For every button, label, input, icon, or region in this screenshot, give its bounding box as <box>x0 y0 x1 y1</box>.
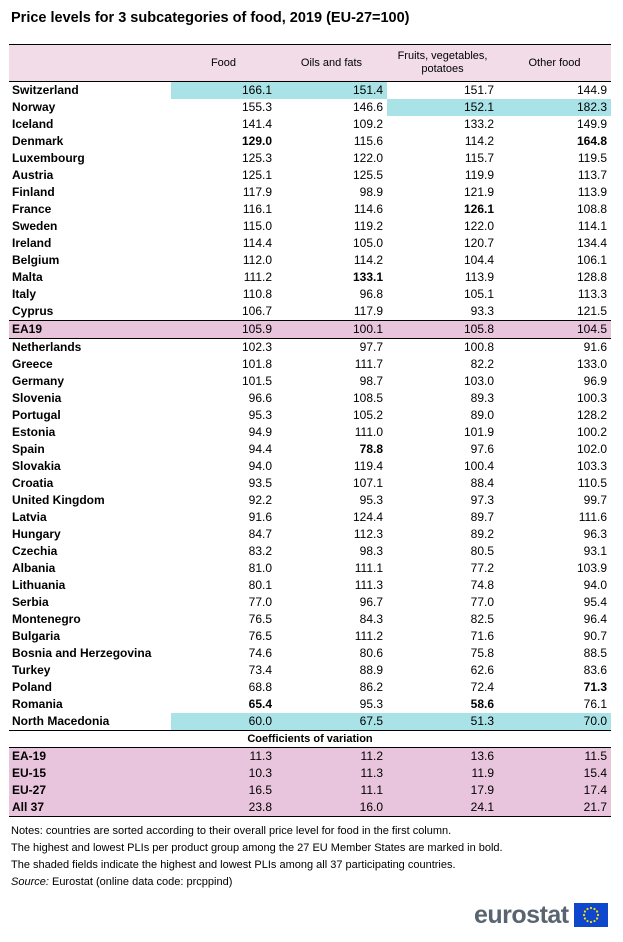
value-cell-oils-fats: 111.7 <box>354 357 383 371</box>
value-cell-food: 112.0 <box>242 253 272 267</box>
table-row-hungary <box>9 526 611 543</box>
value-cell-other-food: 83.6 <box>583 663 607 677</box>
table-row-malta <box>9 269 611 286</box>
value-cell-oils-fats: 96.8 <box>359 287 383 301</box>
cv-value-fruits-vegetables: 24.1 <box>387 799 498 817</box>
country-name: Denmark <box>12 134 64 148</box>
value-cell-food: 84.7 <box>248 527 272 541</box>
table-row-portugal <box>9 407 611 424</box>
value-cell-oils-fats: 88.9 <box>359 663 383 677</box>
value-cell-oils-fats: 111.0 <box>354 425 383 439</box>
value-cell-other-food: 100.3 <box>576 391 607 405</box>
cv-value-oils-fats: 16.0 <box>276 799 387 817</box>
table-row-netherlands <box>9 339 611 357</box>
cv-value-other-food: 21.7 <box>498 799 611 817</box>
cv-value-food: 10.3 <box>171 765 276 782</box>
country-name: Romania <box>12 697 63 711</box>
value-cell-fruits-vegetables: 80.5 <box>470 544 494 558</box>
flag-star <box>583 914 585 916</box>
value-cell-food: 125.3 <box>241 151 272 165</box>
header-food: Food <box>171 45 276 82</box>
table-row-poland <box>9 679 611 696</box>
value-cell-fruits-vegetables: 93.3 <box>470 304 494 318</box>
cv-value-other-food: 11.5 <box>498 748 611 766</box>
value-cell-other-food: 119.5 <box>577 151 607 165</box>
country-name: Spain <box>12 442 45 456</box>
value-cell-oils-fats: 78.8 <box>359 442 383 456</box>
table-row-greece <box>9 356 611 373</box>
country-name: Lithuania <box>12 578 66 592</box>
value-cell-food: 60.0 <box>171 713 276 731</box>
flag-background <box>574 903 608 927</box>
value-cell-other-food: 91.6 <box>583 340 607 354</box>
value-cell-other-food: 110.5 <box>577 476 607 490</box>
flag-star <box>586 908 588 910</box>
value-cell-oils-fats: 84.3 <box>359 612 383 626</box>
value-cell-other-food: 113.3 <box>577 287 607 301</box>
value-cell-oils-fats: 146.6 <box>352 100 383 114</box>
value-cell-fruits-vegetables: 89.0 <box>470 408 494 422</box>
value-cell-food: 77.0 <box>248 595 272 609</box>
value-cell-oils-fats: 111.2 <box>354 629 383 643</box>
flag-star <box>590 907 592 909</box>
value-cell-fruits-vegetables: 114.2 <box>464 134 494 148</box>
table-row-serbia <box>9 594 611 611</box>
country-name: Austria <box>12 168 54 182</box>
value-cell-oils-fats: 115.6 <box>353 134 383 148</box>
cv-row-ea-19 <box>9 748 611 766</box>
country-name: EA19 <box>9 321 171 339</box>
source-label: Source: <box>11 876 49 888</box>
value-cell-food: 101.8 <box>241 357 272 371</box>
value-cell-fruits-vegetables: 121.9 <box>463 185 494 199</box>
value-cell-oils-fats: 125.5 <box>352 168 383 182</box>
value-cell-food: 68.8 <box>248 680 272 694</box>
value-cell-fruits-vegetables: 105.8 <box>387 321 498 339</box>
cv-group-name: All 37 <box>9 799 171 817</box>
cv-value-fruits-vegetables: 17.9 <box>387 782 498 799</box>
value-cell-oils-fats: 111.3 <box>354 578 383 592</box>
value-cell-oils-fats: 80.6 <box>359 646 383 660</box>
value-cell-fruits-vegetables: 100.4 <box>463 459 494 473</box>
value-cell-fruits-vegetables: 151.7 <box>463 83 494 97</box>
value-cell-fruits-vegetables: 75.8 <box>470 646 494 660</box>
value-cell-other-food: 96.4 <box>583 612 607 626</box>
value-cell-other-food: 76.1 <box>583 697 607 711</box>
country-name: Sweden <box>12 219 58 233</box>
value-cell-other-food: 96.9 <box>583 374 607 388</box>
country-name: Estonia <box>12 425 56 439</box>
value-cell-food: 125.1 <box>241 168 272 182</box>
notes <box>11 823 503 891</box>
flag-star <box>596 910 598 912</box>
value-cell-fruits-vegetables: 104.4 <box>463 253 494 267</box>
cv-group-name: EU-27 <box>9 782 171 799</box>
value-cell-fruits-vegetables: 72.4 <box>470 680 494 694</box>
value-cell-food: 114.4 <box>242 236 272 250</box>
table-row-croatia <box>9 475 611 492</box>
country-name: Germany <box>12 374 65 388</box>
country-name: Norway <box>12 100 56 114</box>
cv-value-oils-fats: 11.2 <box>276 748 387 766</box>
table-row-bulgaria <box>9 628 611 645</box>
table-row-switzerland <box>9 82 611 100</box>
value-cell-food: 76.5 <box>248 612 272 626</box>
header-fruits-vegetables: Fruits, vegetables, potatoes <box>387 45 498 82</box>
value-cell-oils-fats: 108.5 <box>352 391 383 405</box>
value-cell-oils-fats: 98.3 <box>359 544 383 558</box>
value-cell-oils-fats: 86.2 <box>359 680 383 694</box>
value-cell-fruits-vegetables: 82.2 <box>470 357 494 371</box>
country-name: Hungary <box>12 527 61 541</box>
table-row-finland <box>9 184 611 201</box>
value-cell-food: 93.5 <box>248 476 272 490</box>
country-name: Switzerland <box>12 83 79 97</box>
value-cell-fruits-vegetables: 105.1 <box>463 287 494 301</box>
value-cell-other-food: 95.4 <box>583 595 607 609</box>
source-text: Eurostat (online data code: prcppind) <box>48 876 233 888</box>
country-name: Malta <box>12 270 43 284</box>
value-cell-fruits-vegetables: 58.6 <box>470 697 494 711</box>
flag-star <box>597 914 599 916</box>
value-cell-oils-fats: 114.2 <box>353 253 383 267</box>
table-row-ea19 <box>9 321 611 339</box>
value-cell-oils-fats: 107.1 <box>352 476 383 490</box>
country-name: North Macedonia <box>9 713 171 731</box>
table-row-czechia <box>9 543 611 560</box>
source-line <box>11 874 503 891</box>
value-cell-oils-fats: 119.2 <box>353 219 383 233</box>
value-cell-oils-fats: 122.0 <box>352 151 383 165</box>
country-name: Netherlands <box>12 340 82 354</box>
value-cell-oils-fats: 151.4 <box>276 82 387 100</box>
value-cell-oils-fats: 67.5 <box>276 713 387 731</box>
value-cell-food: 80.1 <box>248 578 272 592</box>
value-cell-food: 110.8 <box>242 287 272 301</box>
value-cell-fruits-vegetables: 77.0 <box>470 595 494 609</box>
table-row-luxembourg <box>9 150 611 167</box>
table-row-bosnia-and-herzegovina <box>9 645 611 662</box>
header-country <box>9 45 171 82</box>
country-name: France <box>12 202 52 216</box>
value-cell-oils-fats: 109.2 <box>352 117 383 131</box>
value-cell-other-food: 94.0 <box>583 578 607 592</box>
value-cell-oils-fats: 98.7 <box>359 374 383 388</box>
table-row-ireland <box>9 235 611 252</box>
value-cell-food: 129.0 <box>241 134 272 148</box>
eurostat-logo <box>474 901 608 929</box>
country-name: Belgium <box>12 253 60 267</box>
value-cell-fruits-vegetables: 152.1 <box>387 99 498 116</box>
value-cell-food: 91.6 <box>248 510 272 524</box>
value-cell-food: 81.0 <box>248 561 272 575</box>
cv-value-oils-fats: 11.3 <box>276 765 387 782</box>
flag-star <box>590 921 592 923</box>
flag-star <box>596 917 598 919</box>
value-cell-other-food: 96.3 <box>583 527 607 541</box>
value-cell-oils-fats: 117.9 <box>353 304 383 318</box>
cv-row-all-37 <box>9 799 611 817</box>
value-cell-other-food: 103.9 <box>576 561 607 575</box>
cv-heading-row <box>9 731 611 748</box>
value-cell-other-food: 106.1 <box>576 253 607 267</box>
value-cell-other-food: 100.2 <box>576 425 607 439</box>
value-cell-oils-fats: 95.3 <box>359 493 383 507</box>
flag-star <box>583 917 585 919</box>
country-name: Slovenia <box>12 391 62 405</box>
country-name: Bosnia and Herzegovina <box>12 646 152 660</box>
cv-value-food: 23.8 <box>171 799 276 817</box>
value-cell-food: 94.9 <box>248 425 272 439</box>
table-row-cyprus <box>9 303 611 321</box>
value-cell-food: 166.1 <box>171 82 276 100</box>
value-cell-food: 76.5 <box>248 629 272 643</box>
value-cell-food: 74.6 <box>248 646 272 660</box>
country-name: Iceland <box>12 117 54 131</box>
country-name: Croatia <box>12 476 54 490</box>
table-row-italy <box>9 286 611 303</box>
value-cell-oils-fats: 111.1 <box>354 561 383 575</box>
value-cell-other-food: 121.5 <box>576 304 607 318</box>
value-cell-fruits-vegetables: 89.2 <box>470 527 494 541</box>
table-row-united-kingdom <box>9 492 611 509</box>
value-cell-food: 115.0 <box>242 219 272 233</box>
value-cell-fruits-vegetables: 74.8 <box>470 578 494 592</box>
value-cell-other-food: 108.8 <box>576 202 607 216</box>
country-name: Italy <box>12 287 37 301</box>
table-row-turkey <box>9 662 611 679</box>
country-name: Montenegro <box>12 612 81 626</box>
value-cell-fruits-vegetables: 103.0 <box>463 374 494 388</box>
table-header-row <box>9 45 611 82</box>
value-cell-food: 117.9 <box>242 185 272 199</box>
country-name: Portugal <box>12 408 61 422</box>
note-bold: The highest and lowest PLIs per product group among the 27 EU Member States are marked in bold. <box>11 842 503 854</box>
value-cell-other-food: 103.3 <box>576 459 607 473</box>
cv-value-other-food: 15.4 <box>498 765 611 782</box>
country-name: Bulgaria <box>12 629 61 643</box>
table-row-romania <box>9 696 611 713</box>
value-cell-food: 83.2 <box>248 544 272 558</box>
value-cell-fruits-vegetables: 101.9 <box>463 425 494 439</box>
value-cell-oils-fats: 133.1 <box>352 270 383 284</box>
value-cell-fruits-vegetables: 133.2 <box>463 117 494 131</box>
value-cell-food: 141.4 <box>241 117 272 131</box>
flag-star <box>583 910 585 912</box>
value-cell-other-food: 133.0 <box>576 357 607 371</box>
country-name: United Kingdom <box>12 493 105 507</box>
cv-value-food: 16.5 <box>171 782 276 799</box>
cv-row-eu-15 <box>9 765 611 782</box>
value-cell-fruits-vegetables: 62.6 <box>470 663 494 677</box>
value-cell-food: 105.9 <box>171 321 276 339</box>
country-name: Czechia <box>12 544 58 558</box>
table-row-slovenia <box>9 390 611 407</box>
value-cell-other-food: 128.8 <box>576 270 607 284</box>
table-row-sweden <box>9 218 611 235</box>
country-name: Greece <box>12 357 53 371</box>
flag-star <box>593 908 595 910</box>
country-name: Luxembourg <box>12 151 85 165</box>
value-cell-fruits-vegetables: 71.6 <box>470 629 494 643</box>
value-cell-oils-fats: 100.1 <box>276 321 387 339</box>
value-cell-fruits-vegetables: 51.3 <box>387 713 498 731</box>
table-row-estonia <box>9 424 611 441</box>
value-cell-fruits-vegetables: 89.7 <box>470 510 494 524</box>
value-cell-food: 92.2 <box>248 493 272 507</box>
value-cell-fruits-vegetables: 115.7 <box>464 151 494 165</box>
table-row-france <box>9 201 611 218</box>
table-row-spain <box>9 441 611 458</box>
value-cell-oils-fats: 112.3 <box>353 527 383 541</box>
flag-star <box>586 920 588 922</box>
header-other-food: Other food <box>498 45 611 82</box>
value-cell-oils-fats: 105.0 <box>352 236 383 250</box>
value-cell-food: 95.3 <box>248 408 272 422</box>
country-name: Ireland <box>12 236 52 250</box>
price-level-table <box>9 44 611 817</box>
cv-value-other-food: 17.4 <box>498 782 611 799</box>
value-cell-fruits-vegetables: 100.8 <box>463 340 494 354</box>
value-cell-fruits-vegetables: 122.0 <box>463 219 494 233</box>
value-cell-fruits-vegetables: 126.1 <box>463 202 494 216</box>
value-cell-other-food: 128.2 <box>576 408 607 422</box>
value-cell-fruits-vegetables: 120.7 <box>463 236 494 250</box>
table-row-belgium <box>9 252 611 269</box>
country-name: Finland <box>12 185 55 199</box>
table-row-germany <box>9 373 611 390</box>
value-cell-other-food: 114.1 <box>577 219 607 233</box>
value-cell-oils-fats: 119.4 <box>353 459 383 473</box>
value-cell-oils-fats: 114.6 <box>353 202 383 216</box>
country-name: Cyprus <box>12 304 54 318</box>
cv-group-name: EA-19 <box>9 748 171 766</box>
value-cell-fruits-vegetables: 89.3 <box>470 391 494 405</box>
table-row-latvia <box>9 509 611 526</box>
value-cell-oils-fats: 95.3 <box>359 697 383 711</box>
cv-title: Coefficients of variation <box>247 733 373 745</box>
cv-row-eu-27 <box>9 782 611 799</box>
note-sorting: Notes: countries are sorted according to their overall price level for food in the first column. <box>11 825 452 837</box>
eurostat-wordmark: eurostat <box>474 900 569 929</box>
value-cell-food: 73.4 <box>248 663 272 677</box>
value-cell-other-food: 113.9 <box>577 185 607 199</box>
value-cell-food: 116.1 <box>242 202 272 216</box>
country-name: Latvia <box>12 510 47 524</box>
value-cell-food: 96.6 <box>248 391 272 405</box>
value-cell-other-food: 134.4 <box>576 236 607 250</box>
country-name: Poland <box>12 680 53 694</box>
value-cell-oils-fats: 97.7 <box>359 340 383 354</box>
value-cell-other-food: 104.5 <box>498 321 611 339</box>
country-name: Slovakia <box>12 459 61 473</box>
value-cell-oils-fats: 124.4 <box>352 510 383 524</box>
value-cell-other-food: 70.0 <box>498 713 611 731</box>
value-cell-other-food: 164.8 <box>576 134 607 148</box>
table-row-austria <box>9 167 611 184</box>
value-cell-other-food: 71.3 <box>583 680 607 694</box>
value-cell-other-food: 93.1 <box>583 544 607 558</box>
eu-flag-icon <box>574 903 608 927</box>
value-cell-fruits-vegetables: 77.2 <box>470 561 494 575</box>
chart-title: Price levels for 3 subcategories of food, 2019 (EU-27=100) <box>11 10 410 26</box>
country-name: Serbia <box>12 595 49 609</box>
value-cell-fruits-vegetables: 113.9 <box>464 270 494 284</box>
cv-group-name: EU-15 <box>9 765 171 782</box>
value-cell-food: 111.2 <box>243 270 272 284</box>
table-row-montenegro <box>9 611 611 628</box>
note-shaded: The shaded fields indicate the highest and lowest PLIs among all 37 participating countries. <box>11 859 456 871</box>
value-cell-fruits-vegetables: 88.4 <box>470 476 494 490</box>
value-cell-food: 106.7 <box>241 304 272 318</box>
table-row-norway <box>9 99 611 116</box>
cv-value-fruits-vegetables: 13.6 <box>387 748 498 766</box>
value-cell-food: 94.0 <box>248 459 272 473</box>
value-cell-fruits-vegetables: 82.5 <box>470 612 494 626</box>
country-name: Turkey <box>12 663 51 677</box>
value-cell-food: 155.3 <box>241 100 272 114</box>
value-cell-other-food: 149.9 <box>576 117 607 131</box>
value-cell-fruits-vegetables: 97.6 <box>470 442 494 456</box>
country-name: Albania <box>12 561 56 575</box>
value-cell-other-food: 144.9 <box>576 83 607 97</box>
table-row-denmark <box>9 133 611 150</box>
value-cell-other-food: 113.7 <box>577 168 607 182</box>
value-cell-fruits-vegetables: 97.3 <box>470 493 494 507</box>
value-cell-other-food: 90.7 <box>583 629 607 643</box>
value-cell-food: 102.3 <box>241 340 272 354</box>
cv-value-fruits-vegetables: 11.9 <box>387 765 498 782</box>
value-cell-oils-fats: 98.9 <box>359 185 383 199</box>
flag-star <box>593 920 595 922</box>
cv-value-food: 11.3 <box>171 748 276 766</box>
value-cell-food: 94.4 <box>248 442 272 456</box>
table-row-slovakia <box>9 458 611 475</box>
table-row-iceland <box>9 116 611 133</box>
table-row-albania <box>9 560 611 577</box>
value-cell-oils-fats: 105.2 <box>352 408 383 422</box>
table-row-north-macedonia <box>9 713 611 731</box>
value-cell-other-food: 182.3 <box>498 99 611 116</box>
value-cell-other-food: 111.6 <box>578 510 607 524</box>
cv-value-oils-fats: 11.1 <box>276 782 387 799</box>
value-cell-oils-fats: 96.7 <box>359 595 383 609</box>
value-cell-other-food: 88.5 <box>583 646 607 660</box>
value-cell-food: 101.5 <box>241 374 272 388</box>
header-oils-fats: Oils and fats <box>276 45 387 82</box>
value-cell-food: 65.4 <box>248 697 272 711</box>
value-cell-other-food: 102.0 <box>576 442 607 456</box>
table-row-lithuania <box>9 577 611 594</box>
value-cell-fruits-vegetables: 119.9 <box>464 168 494 182</box>
value-cell-other-food: 99.7 <box>583 493 607 507</box>
